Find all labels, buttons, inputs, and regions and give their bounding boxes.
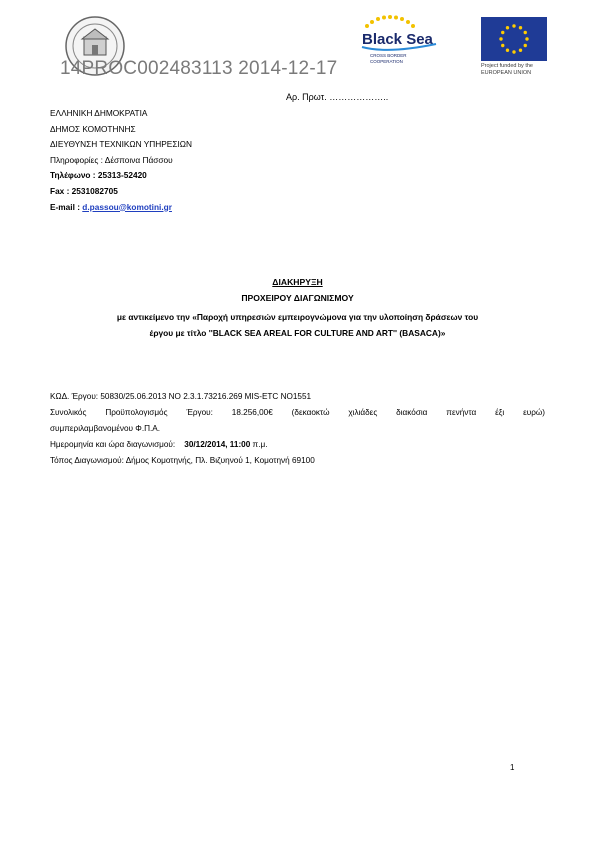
eu-caption: [481, 63, 547, 76]
eu-caption-line2: EUROPEAN UNION: [481, 69, 532, 76]
eu-caption-line1: Project funded by the: [481, 63, 533, 69]
phone-value: 25313-52420: [97, 170, 147, 181]
eu-star-icon: [519, 49, 522, 52]
eu-star-icon: [524, 44, 527, 47]
eu-star-icon: [501, 31, 504, 34]
eu-star-icon: [524, 31, 527, 34]
eu-star-icon: [519, 26, 522, 29]
budget-word: έξι: [495, 408, 505, 417]
tender-details: [50, 389, 545, 469]
eu-star-icon: [499, 37, 502, 40]
eu-star-icon: [525, 37, 528, 40]
date-suffix: π.μ.: [250, 440, 268, 449]
budget-word: Προϋπολογισμός: [105, 408, 168, 417]
registry-stamp: 14PROC002483113 2014-12-17: [60, 58, 338, 79]
header-municipality: ΔΗΜΟΣ ΚΟΜΟΤΗΝΗΣ: [50, 123, 136, 134]
budget-word: διακόσια: [396, 408, 428, 417]
header-email: [50, 200, 192, 216]
vat-note: συμπεριλαμβανομένου Φ.Π.Α.: [50, 424, 161, 433]
email-label: E-mail :: [50, 201, 83, 212]
document-subtitle: ΠΡΟΧΕΙΡΟΥ ΔΙΑΓΩΝΙΣΜΟΥ: [241, 293, 354, 303]
header-phone: [50, 168, 192, 184]
black-sea-sub1: CROSS BORDER: [370, 53, 407, 58]
authority-header: [50, 106, 192, 215]
black-sea-word: Black Sea: [362, 31, 433, 48]
budget-word: Έργου:: [186, 408, 213, 417]
header-contact-person: Πληροφορίες : Δέσποινα Πάσσου: [50, 154, 173, 165]
eu-star-icon: [506, 49, 509, 52]
budget-word: ευρώ): [523, 408, 545, 417]
eu-star-icon: [501, 44, 504, 47]
page-number: 1: [510, 763, 515, 772]
black-sea-program-logo: [358, 14, 440, 66]
eu-star-icon: [506, 26, 509, 29]
subject-line2: έργου με τίτλο ''BLACK SEA AREAL FOR CULTURE AND ART'' (BASACA)»: [149, 328, 446, 338]
date-label: Ημερομηνία και ώρα διαγωνισμού:: [50, 440, 176, 449]
project-code: ΚΩΔ. Έργου: 50830/25.06.2013 ΝΟ 2.3.1.73216.269 MIS-ETC NO1551: [50, 392, 312, 401]
project-budget: [50, 405, 545, 421]
tender-date: [50, 437, 545, 453]
eu-logo: [481, 17, 547, 79]
header-fax: Fax : 2531082705: [50, 185, 118, 196]
phone-label: Τηλέφωνο :: [50, 170, 98, 181]
date-value: 30/12/2014, 11:00: [184, 440, 251, 449]
document-title: ΔΙΑΚΗΡΥΞΗ: [272, 277, 323, 287]
budget-word: χιλιάδες: [348, 408, 378, 417]
protocol-number: Αρ. Πρωτ. ………………..: [286, 92, 389, 102]
eu-star-icon: [512, 24, 515, 27]
subject-line1: με αντικείμενο την «Παροχή υπηρεσιών εμπειρογνώμονα για την υλοποίηση δράσεων του: [116, 312, 479, 322]
budget-word: πενήντα: [446, 408, 477, 417]
budget-word: 18.256,00€: [231, 408, 273, 417]
budget-word: (δεκαοκτώ: [291, 408, 330, 417]
budget-word: Συνολικός: [50, 408, 87, 417]
email-link[interactable]: d.passou@komotini.gr: [82, 201, 172, 212]
header-country: ΕΛΛΗΝΙΚΗ ΔΗΜΟΚΡΑΤΙΑ: [50, 108, 148, 118]
eu-flag-icon: [481, 17, 547, 61]
tender-place: Τόπος Διαγωνισμού: Δήμος Κομοτηνής, Πλ. Βιζυηνού 1, Κομοτηνή 69100: [50, 456, 315, 465]
black-sea-sub2: COOPERATION: [370, 59, 403, 64]
eu-star-icon: [512, 50, 515, 53]
document-subject: [50, 309, 545, 341]
header-directorate: ΔΙΕΥΘΥΝΣΗ ΤΕΧΝΙΚΩΝ ΥΠΗΡΕΣΙΩΝ: [50, 139, 192, 150]
